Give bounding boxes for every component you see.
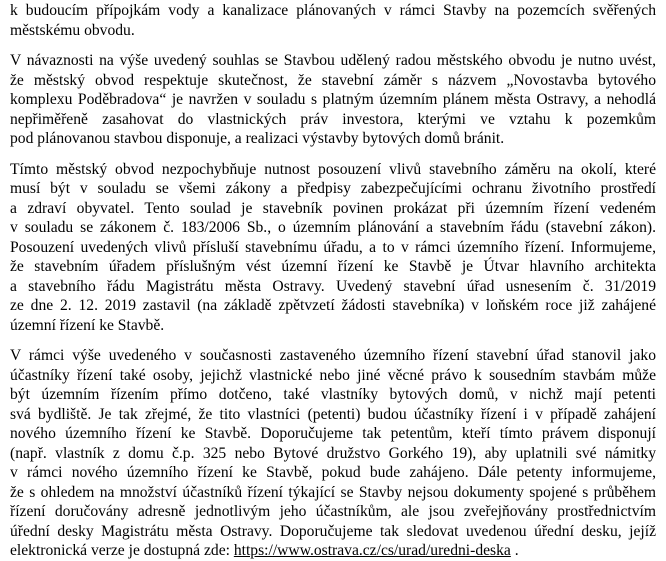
text-fragment: elektronická verze je dostupná zde: [10,542,234,559]
text-line: územní řízení ke Stavbě. [10,316,165,334]
text-line: být územním řízením přímo dotčeno, také vlastníky bytových domů, v nichž mají petenti [10,386,656,403]
text-line: komplexu Poděbradova“ je navržen v souladu s platným územním plánem města Ostravy, a nehodlá [10,91,656,108]
text-line: že stavebním úřadem příslušným vést územní řízení ke Stavbě je Útvar hlavního architekta [10,258,656,275]
text-line: že městský obvod respektuje skutečnost, že stavební záměr s názvem „Novostavba bytového [10,71,656,89]
paragraph-1 [10,1,656,40]
text-line: úřední desky Magistrátu města Ostravy. Doporučujeme tak sledovat uvedenou úřední desku, jejíž [10,522,656,540]
paragraph-4 [10,346,656,561]
text-line: v rámci nového územního řízení ke Stavbě, pokud bude zahájeno. Dále petenty informujeme, [10,464,656,481]
text-line: řízení doručovány adresně jednotlivým jeho účastníkům, ale jsou zveřejňovány prostřednictvím [10,503,656,520]
text-line: městskému obvodu. [10,21,135,39]
text-line: účastníky řízení také osoby, jejichž vlastnické nebo jiné věcné právo k sousedním stavbám může [10,366,656,384]
text-line-with-link [10,541,656,561]
text-line: že s ohledem na množství účastníků řízení týkající se Stavby nejsou dokumenty spojené s průběhem [10,483,656,501]
text-line: a stavebního řádu Magistrátu města Ostravy. Uvedený stavební úřad usnesením č. 31/2019 [10,277,656,295]
text-line: svá bydliště. Je tak zřejmé, že tito vlastníci (petenti) budou účastníky řízení i v případě zahájení [10,405,656,423]
paragraph-3 [10,160,656,336]
text-fragment: . [510,542,519,559]
text-line: V návaznosti na výše uvedený souhlas se Stavbou udělený radou městského obvodu je nutno uvést, [10,52,656,69]
text-line: k budoucím přípojkám vody a kanalizace plánovaných v rámci Stavby na pozemcích svěřených [10,2,656,19]
text-line: pod plánovanou stavbou disponuje, a realizaci výstavby bytových domů bránit. [10,130,505,147]
text-line: nového územního řízení ke Stavbě. Doporučujeme tak petentům, kteří tímto právem disponují [10,425,656,442]
text-line: ze dne 2. 12. 2019 zastavil (na základě zpětvzetí žádosti stavebníka) v loňském roce již zahájené [10,297,656,314]
text-line: Tímto městský obvod nezpochybňuje nutnost posouzení vlivů stavebního záměru na okolí, které [10,160,656,178]
paragraph-2 [10,51,656,149]
text-line: (např. vlastník z domu č.p. 325 nebo Bytové družstvo Gorkého 19), aby uplatnili své námitky [10,444,656,462]
text-line: v souladu se zákonem č. 183/2006 Sb., o územním plánování a stavebním řádu (stavební zákon). [10,219,656,236]
text-line: nepřiměřeně zasahovat do vlastnických práv investora, kterými ve vztahu k pozemkům [10,110,656,128]
text-line: a zdraví obyvatel. Tento soulad je stavebník povinen prokázat při územním řízení vedeném [10,199,656,217]
text-line: Posouzení uvedených vlivů přísluší stavebnímu úřadu, a to v rámci územního řízení. Informujeme, [10,238,656,256]
uredni-deska-link[interactable]: https://www.ostrava.cz/cs/urad/uredni-deska [233,542,511,559]
text-line: V rámci výše uvedeného v současnosti zastaveného územního řízení stavební úřad stanovil jako [10,347,656,364]
text-line: musí být v souladu se všemi zákony a předpisy zabezpečujícími ochranu životního prostředí [10,180,656,197]
